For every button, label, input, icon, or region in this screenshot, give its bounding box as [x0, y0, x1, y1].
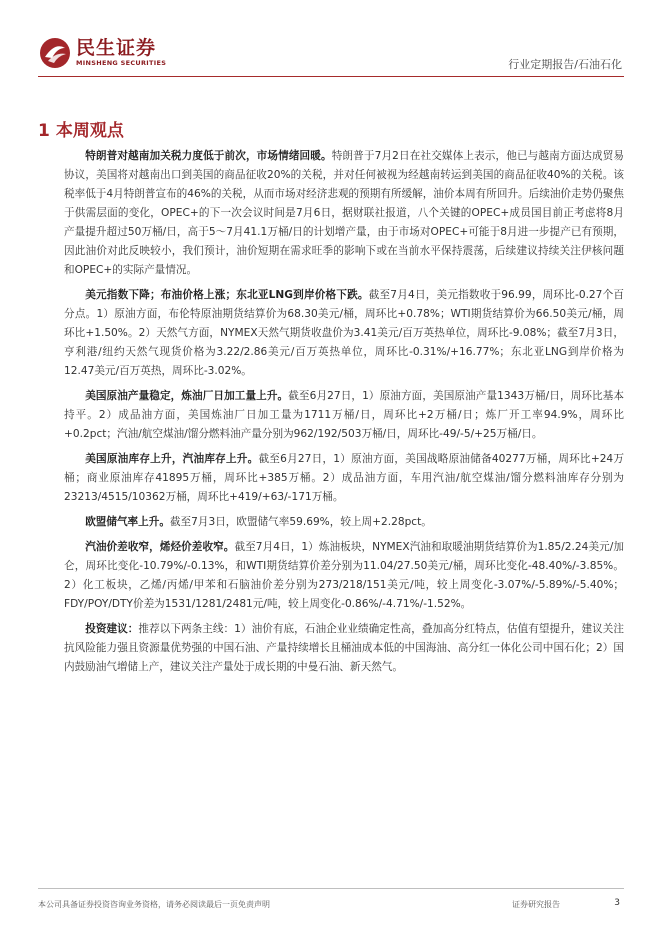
- section-title-text: 本周观点: [55, 121, 124, 141]
- paragraph-text: 截至7月4日，1）炼油板块，NYMEX汽油和取暖油期货结算价为1.85/2.24美元/加仑，周环比变化-10.79%/-0.13%，和WTI期货结算价差分别为11.04/27.50美元/桶，周环比变化-48.40%/-3.85%。2）化工板块，乙烯/丙烯/甲苯和石脑油价差分别为273/218/151美元/吨，较上周变化-3.07%/-5.89%/-5.40%；FDY/POY/DTY价差为1531/1281/2481元/吨，较上周变化-0.86%/-4.71%/-1.52%。: [64, 541, 624, 610]
- footer-disclaimer: 本公司具备证券投资咨询业务资格，请务必阅读最后一页免责声明: [38, 900, 270, 909]
- paragraph: [64, 513, 624, 532]
- paragraph-text: 截至6月27日，1）原油方面，美国战略原油储备40277万桶，周环比+24万桶；商业原油库存41895万桶，周环比+385万桶。2）成品油方面，车用汽油/航空煤油/馏分燃料油库存分别为23213/4515/10362万桶，周环比+419/+63/-171万桶。: [64, 453, 625, 503]
- paragraph-lead: 美元指数下降；布油价格上涨；东北亚LNG到岸价格下跌。: [85, 289, 369, 301]
- paragraph: [64, 450, 624, 507]
- logo-text-cn: 民生证券: [76, 37, 157, 59]
- paragraph-lead: 投资建议：: [85, 623, 139, 635]
- paragraph-lead: 欧盟储气率上升。: [85, 516, 170, 528]
- paragraph-lead: 特朗普对越南加关税力度低于前次，市场情绪回暖。: [85, 150, 332, 162]
- header-divider: [38, 76, 624, 77]
- footer-divider: [38, 888, 624, 889]
- paragraph: [64, 620, 624, 677]
- page-header: [0, 0, 662, 80]
- paragraph: [64, 147, 624, 280]
- paragraph-lead: 美国原油产量稳定，炼油厂日加工量上升。: [85, 390, 289, 402]
- section-heading: [38, 116, 124, 141]
- paragraph-text: 特朗普于7月2日在社交媒体上表示，他已与越南方面达成贸易协议，美国将对越南出口到美国的商品征收20%的关税，并对任何被视为经越南转运到美国的商品征收40%的关税。该税率低于4月特朗普宣布的46%的关税，从而市场对经济悲观的预期有所缓解，油价本周有所回升。后续油价走势仍聚焦于供需层面的变化，OPEC+的下一次会议时间是7月6日，据财联社报道，八个关键的OPEC+成员国目前正考虑将8月产量提升超过50万桶/日，高于5～7月41.1万桶/日的计划增产量，由于市场对OPEC+可能于8月进一步提产已有预期，因此油价对此反映较小，我们预计，油价短期在需求旺季的影响下或在当前水平保持震荡，后续建议持续关注伊核问题和OPEC+的实际产量情况。: [64, 150, 625, 276]
- logo-text-en: MINSHENG SECURITIES: [76, 59, 167, 67]
- footer-label: 证券研究报告: [512, 900, 560, 909]
- paragraph: [64, 538, 624, 614]
- paragraph-text: 截至7月4日，美元指数收于96.99，周环比-0.27个百分点。1）原油方面，布伦特原油期货结算价为68.30美元/桶，周环比+0.78%；WTI期货结算价为66.50美元/桶，周环比+1.50%。2）天然气方面，NYMEX天然气期货收盘价为3.41美元/百万英热单位，周环比-9.08%；截至7月3日，亨利港/纽约天然气现货价格为3.22/2.86美元/百万英热单位，周环比-0.31%/+16.77%；东北亚LNG到岸价格为12.47美元/百万英热，周环比-3.02%。: [64, 289, 625, 377]
- paragraph: [64, 286, 624, 381]
- paragraph-text: 截至7月3日，欧盟储气率59.69%，较上周+2.28pct。: [169, 516, 432, 528]
- paragraph-text: 推荐以下两条主线：1）油价有底，石油企业业绩确定性高，叠加高分红特点，估值有望提升，建议关注抗风险能力强且资源量优势强的中国石油、产量持续增长且桶油成本低的中国海油、高分红一体化公司中国石化；2）国内鼓励油气增储上产，建议关注产量处于成长期的中曼石油、新天然气。: [64, 623, 624, 673]
- paragraph-lead: 美国原油库存上升，汽油库存上升。: [85, 453, 259, 465]
- paragraph-text: 截至6月27日，1）原油方面，美国原油产量1343万桶/日，周环比基本持平。2）成品油方面，美国炼油厂日加工量为1711万桶/日，周环比+2万桶/日；炼厂开工率94.9%，周环比+0.2pct；汽油/航空煤油/馏分燃料油产量分别为962/192/503万桶/日，周环比-49/-5/+25万桶/日。: [64, 390, 624, 440]
- report-type: 行业定期报告/石油石化: [508, 58, 622, 71]
- page-number: 3: [614, 898, 620, 908]
- paragraph-lead: 汽油价差收窄，烯烃价差收窄。: [85, 541, 235, 553]
- section-number: 1: [38, 121, 50, 141]
- paragraph: [64, 387, 624, 444]
- report-body: [64, 147, 624, 683]
- minsheng-logo: [38, 36, 168, 70]
- minsheng-logo-icon: [38, 36, 72, 70]
